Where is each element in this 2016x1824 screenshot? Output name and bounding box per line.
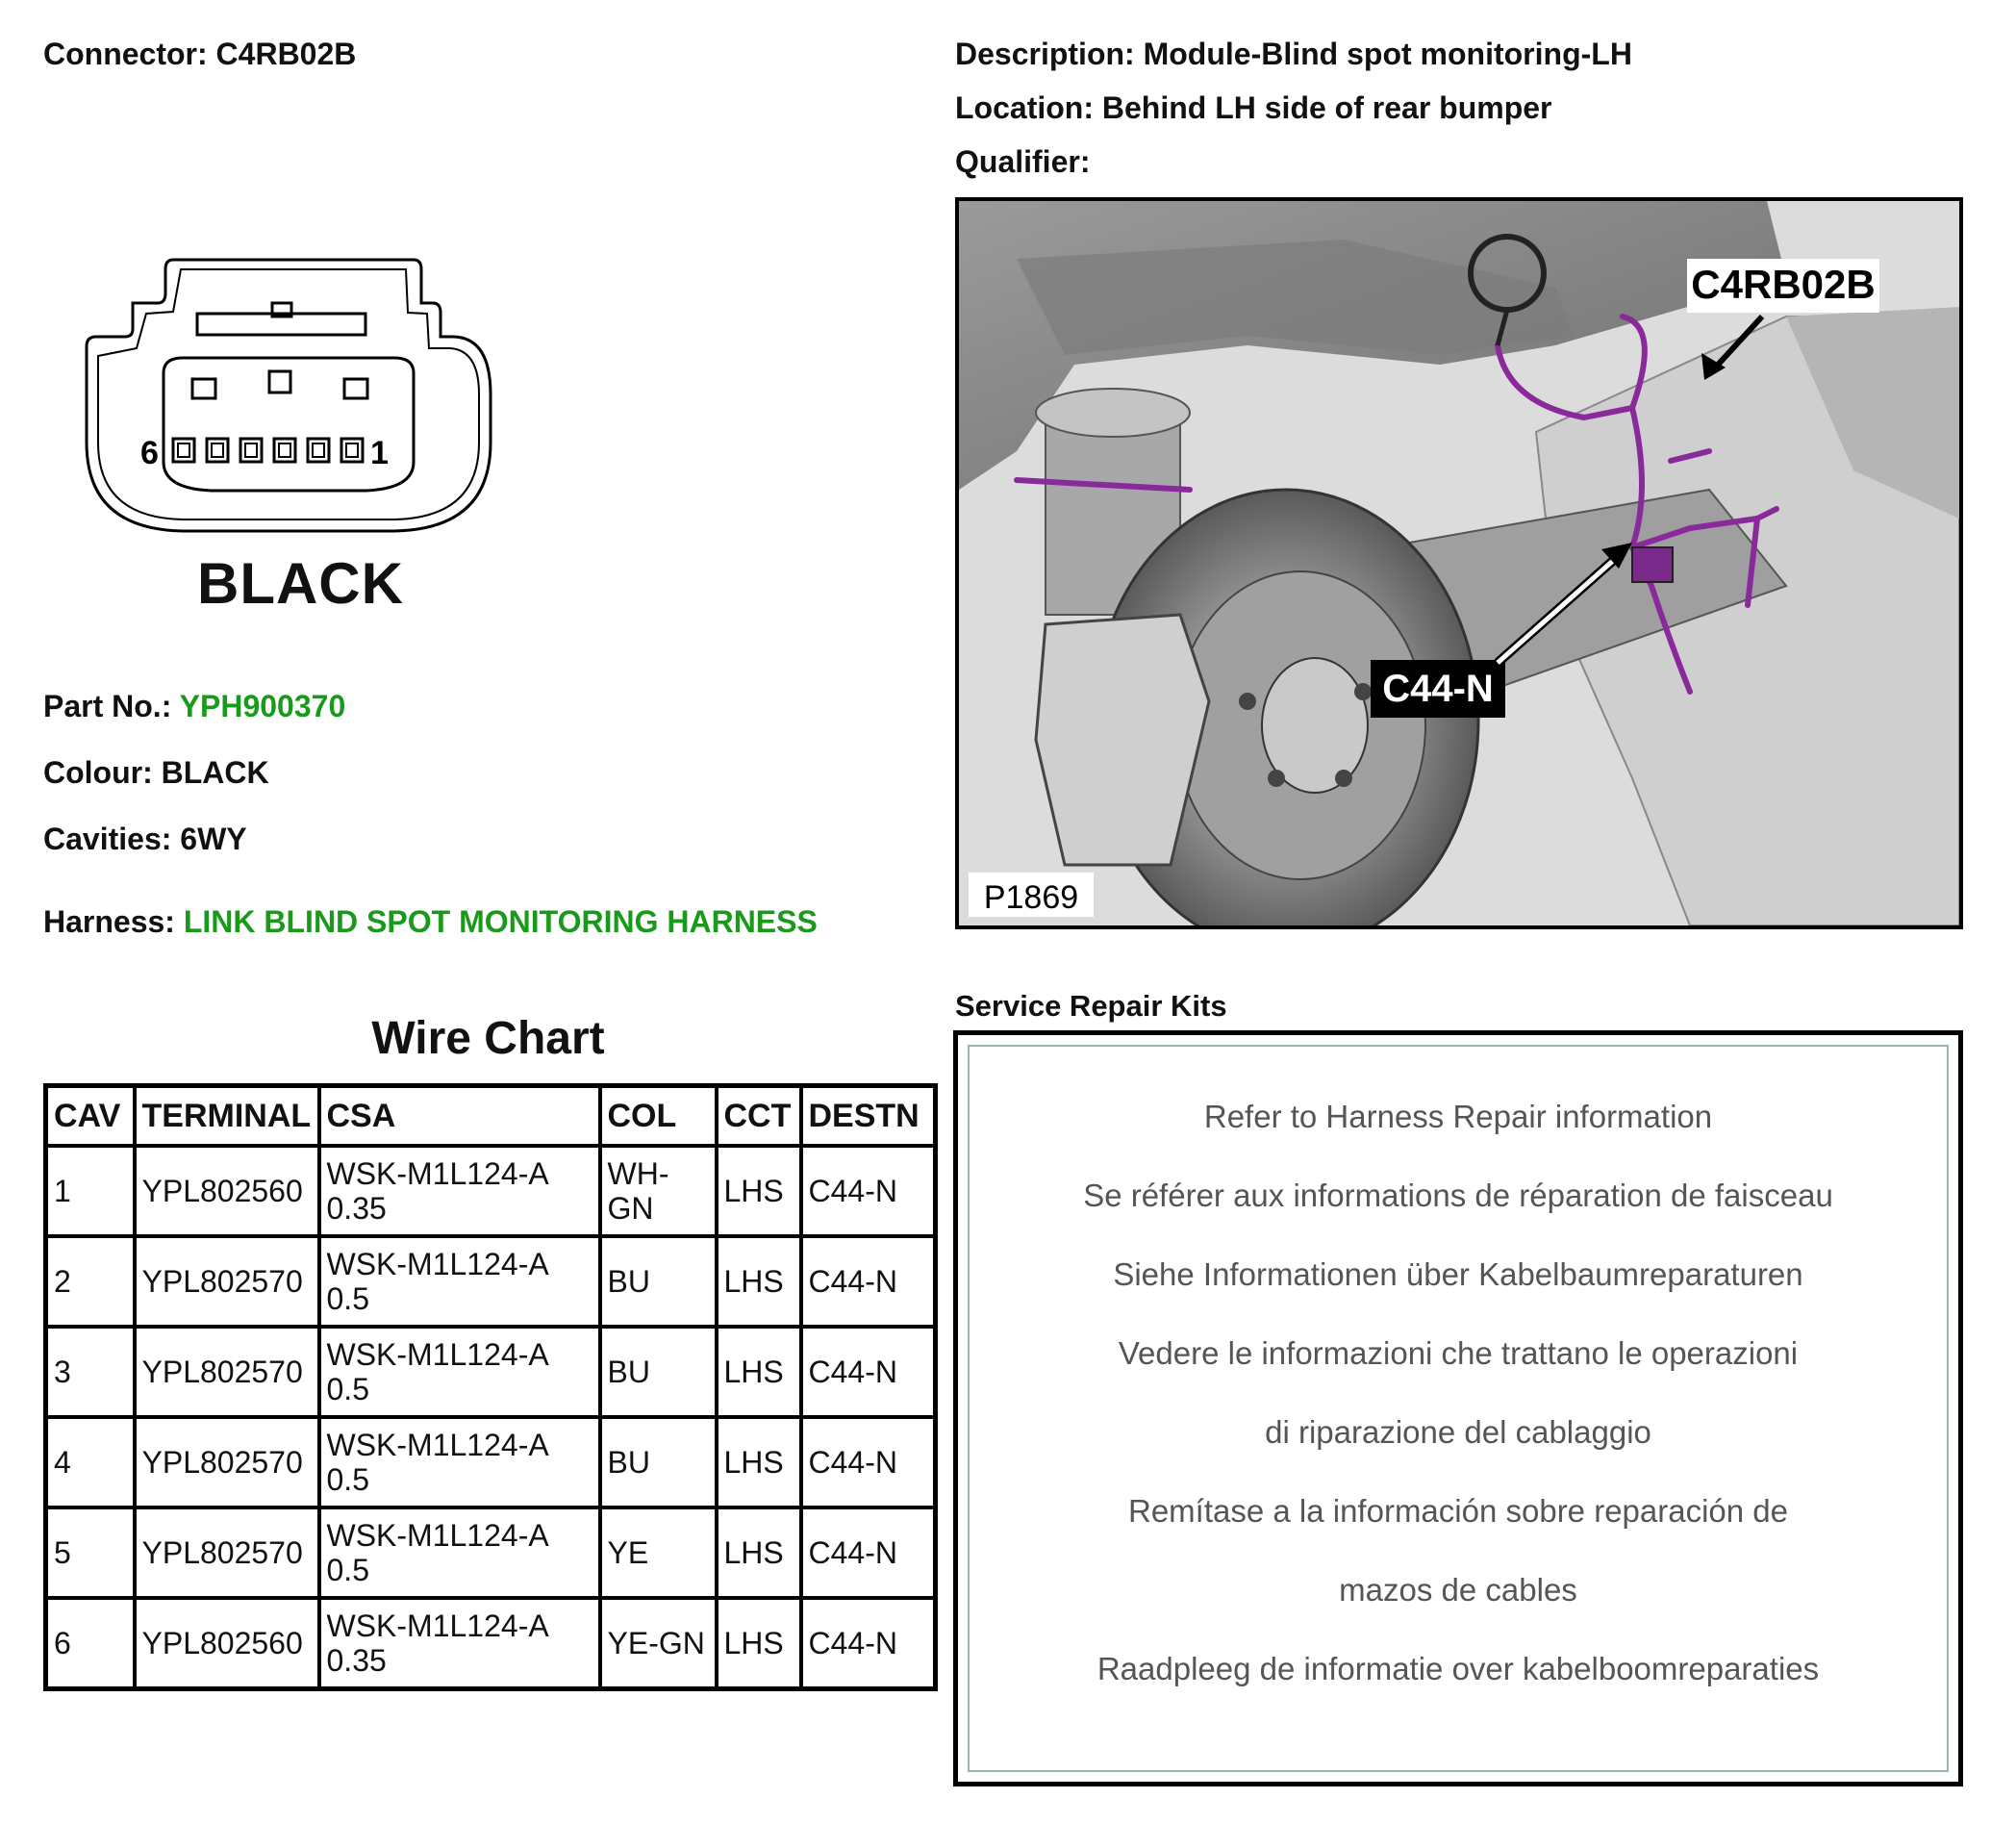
cell-destn: C44-N bbox=[801, 1236, 936, 1327]
qualifier-line bbox=[955, 144, 1090, 180]
cell-terminal: YPL802560 bbox=[135, 1598, 319, 1689]
part-no-label: Part No.: bbox=[43, 689, 172, 723]
colour-label: Colour: bbox=[43, 755, 153, 790]
wire-chart-title: Wire Chart bbox=[371, 1013, 605, 1064]
cavities-line bbox=[43, 822, 247, 857]
harness-link[interactable]: LINK BLIND SPOT MONITORING HARNESS bbox=[183, 904, 818, 939]
header-terminal: TERMINAL bbox=[135, 1086, 319, 1147]
kit-line: di riparazione del cablaggio bbox=[1265, 1414, 1651, 1450]
cell-destn: C44-N bbox=[801, 1507, 936, 1598]
table-row bbox=[46, 1417, 936, 1507]
table-row bbox=[46, 1146, 936, 1236]
part-no-link[interactable]: YPH900370 bbox=[179, 689, 346, 723]
connector-label: Connector: bbox=[43, 37, 208, 71]
cell-cct: LHS bbox=[717, 1507, 801, 1598]
colour-value: BLACK bbox=[161, 755, 269, 790]
cell-col: BU bbox=[600, 1236, 717, 1327]
cell-cct: LHS bbox=[717, 1327, 801, 1417]
cell-cav: 6 bbox=[46, 1598, 135, 1689]
cell-terminal: YPL802570 bbox=[135, 1417, 319, 1507]
description-line bbox=[955, 37, 1632, 72]
cell-col: YE bbox=[600, 1507, 717, 1598]
cell-col: BU bbox=[600, 1327, 717, 1417]
table-row bbox=[46, 1507, 936, 1598]
cell-cct: LHS bbox=[717, 1417, 801, 1507]
cell-col: WH-GN bbox=[600, 1146, 717, 1236]
kit-line: Siehe Informationen über Kabelbaumreparaturen bbox=[1113, 1256, 1803, 1292]
cell-cav: 4 bbox=[46, 1417, 135, 1507]
cell-terminal: YPL802570 bbox=[135, 1236, 319, 1327]
qualifier-label: Qualifier: bbox=[955, 144, 1091, 179]
wire-chart-header-row bbox=[46, 1086, 936, 1147]
connector-colour-caption: BLACK bbox=[197, 551, 404, 616]
service-repair-kits-heading: Service Repair Kits bbox=[955, 989, 1227, 1023]
callout-mating-label: C44-N bbox=[1382, 668, 1494, 710]
cell-cct: LHS bbox=[717, 1146, 801, 1236]
cell-csa: WSK-M1L124-A 0.5 bbox=[319, 1507, 600, 1598]
table-row bbox=[46, 1327, 936, 1417]
kit-line: Remítase a la información sobre reparación de bbox=[1127, 1493, 1789, 1529]
cell-csa: WSK-M1L124-A 0.5 bbox=[319, 1236, 600, 1327]
table-row bbox=[46, 1598, 936, 1689]
cell-csa: WSK-M1L124-A 0.5 bbox=[319, 1417, 600, 1507]
kit-line: Se référer aux informations de réparation de faisceau bbox=[1083, 1178, 1833, 1213]
cell-csa: WSK-M1L124-A 0.5 bbox=[319, 1327, 600, 1417]
cavities-value: 6WY bbox=[180, 822, 247, 856]
kit-line: Raadpleeg de informatie over kabelboomreparaties bbox=[1096, 1651, 1820, 1686]
harness-label: Harness: bbox=[43, 904, 175, 939]
cell-destn: C44-N bbox=[801, 1598, 936, 1689]
harness-line bbox=[43, 904, 818, 940]
location-value: Behind LH side of rear bumper bbox=[1101, 90, 1552, 125]
connector-face-diagram bbox=[77, 250, 500, 548]
header-csa: CSA bbox=[319, 1086, 600, 1147]
header-destn: DESTN bbox=[801, 1086, 936, 1147]
description-label: Description: bbox=[955, 37, 1135, 71]
service-repair-kits-panel bbox=[953, 1030, 1963, 1786]
cell-cav: 3 bbox=[46, 1327, 135, 1417]
header-col: COL bbox=[600, 1086, 717, 1147]
cell-csa: WSK-M1L124-A 0.35 bbox=[319, 1146, 600, 1236]
service-repair-kits-inner bbox=[968, 1045, 1949, 1772]
cell-cav: 1 bbox=[46, 1146, 135, 1236]
cell-col: BU bbox=[600, 1417, 717, 1507]
cell-cct: LHS bbox=[717, 1236, 801, 1327]
kit-line: Refer to Harness Repair information bbox=[1203, 1099, 1713, 1134]
cell-destn: C44-N bbox=[801, 1417, 936, 1507]
cavities-label: Cavities: bbox=[43, 822, 172, 856]
wire-chart-table bbox=[43, 1083, 938, 1691]
location-label: Location: bbox=[955, 90, 1094, 125]
pin-left-label: 6 bbox=[140, 435, 159, 471]
header-cav: CAV bbox=[46, 1086, 135, 1147]
cell-cav: 5 bbox=[46, 1507, 135, 1598]
description-value: Module-Blind spot monitoring-LH bbox=[1143, 37, 1632, 71]
pin-right-label: 1 bbox=[370, 435, 389, 471]
part-no-line bbox=[43, 689, 345, 724]
cell-cct: LHS bbox=[717, 1598, 801, 1689]
cell-col: YE-GN bbox=[600, 1598, 717, 1689]
location-illustration bbox=[955, 197, 1963, 929]
cell-cav: 2 bbox=[46, 1236, 135, 1327]
connector-heading bbox=[43, 37, 356, 72]
cell-terminal: YPL802570 bbox=[135, 1507, 319, 1598]
colour-line bbox=[43, 755, 269, 791]
connector-id: C4RB02B bbox=[215, 37, 357, 71]
figure-id: P1869 bbox=[983, 879, 1079, 916]
kit-line: Vedere le informazioni che trattano le operazioni bbox=[1118, 1335, 1799, 1371]
kit-line: mazos de cables bbox=[1339, 1572, 1577, 1608]
cell-destn: C44-N bbox=[801, 1327, 936, 1417]
table-row bbox=[46, 1236, 936, 1327]
cell-destn: C44-N bbox=[801, 1146, 936, 1236]
callout-connector-label: C4RB02B bbox=[1691, 262, 1876, 307]
header-cct: CCT bbox=[717, 1086, 801, 1147]
cell-terminal: YPL802570 bbox=[135, 1327, 319, 1417]
location-line bbox=[955, 90, 1552, 126]
cell-csa: WSK-M1L124-A 0.35 bbox=[319, 1598, 600, 1689]
cell-terminal: YPL802560 bbox=[135, 1146, 319, 1236]
